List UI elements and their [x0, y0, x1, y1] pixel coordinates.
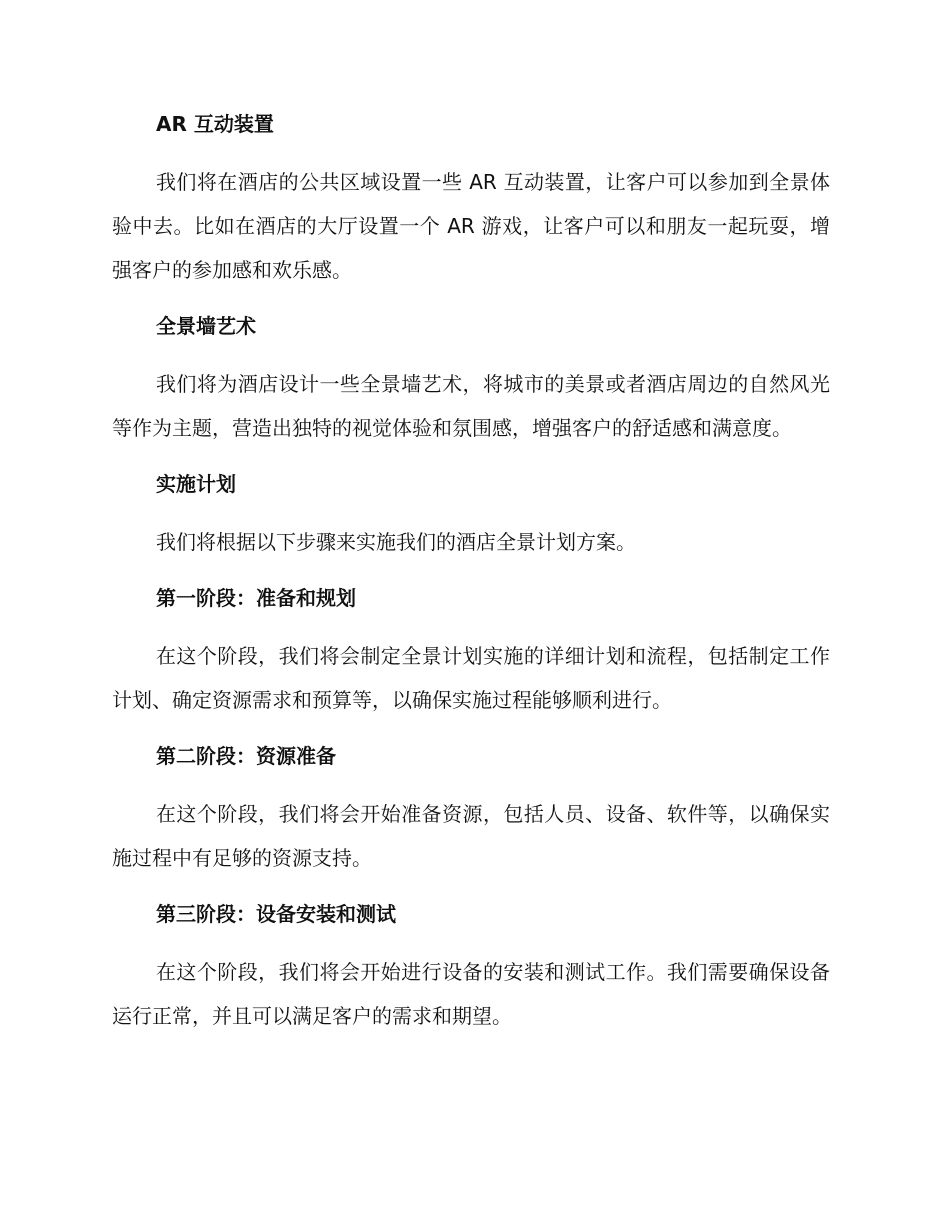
section-heading: AR 互动装置	[156, 112, 274, 136]
section-paragraph: 在这个阶段，我们将会开始进行设备的安装和测试工作。我们需要确保设备运行正常，并且可以满足客户的需求和期望。	[112, 960, 830, 1028]
section-panorama-wall-art	[112, 310, 830, 450]
section-paragraph: 我们将为酒店设计一些全景墙艺术，将城市的美景或者酒店周边的自然风光等作为主题，营造出独特的视觉体验和氛围感，增强客户的舒适感和满意度。	[112, 372, 830, 440]
section-phase-three	[112, 898, 830, 1038]
section-heading: 实施计划	[156, 472, 236, 496]
section-ar-interactive	[112, 108, 830, 292]
document-page	[112, 108, 830, 1056]
section-paragraph: 我们将在酒店的公共区域设置一些 AR 互动装置，让客户可以参加到全景体验中去。比如在酒店的大厅设置一个 AR 游戏，让客户可以和朋友一起玩耍，增强客户的参加感和欢乐感。	[112, 170, 830, 282]
section-paragraph: 在这个阶段，我们将会开始准备资源，包括人员、设备、软件等，以确保实施过程中有足够的资源支持。	[112, 802, 830, 870]
section-paragraph: 我们将根据以下步骤来实施我们的酒店全景计划方案。	[156, 530, 636, 554]
section-implementation-plan	[112, 468, 830, 564]
section-phase-two	[112, 740, 830, 880]
section-heading: 第一阶段：准备和规划	[156, 586, 356, 610]
section-paragraph: 在这个阶段，我们将会制定全景计划实施的详细计划和流程，包括制定工作计划、确定资源需求和预算等，以确保实施过程能够顺利进行。	[112, 644, 830, 712]
section-heading: 第二阶段：资源准备	[156, 744, 336, 768]
section-phase-one	[112, 582, 830, 722]
section-heading: 全景墙艺术	[156, 314, 256, 338]
section-heading: 第三阶段：设备安装和测试	[156, 902, 396, 926]
